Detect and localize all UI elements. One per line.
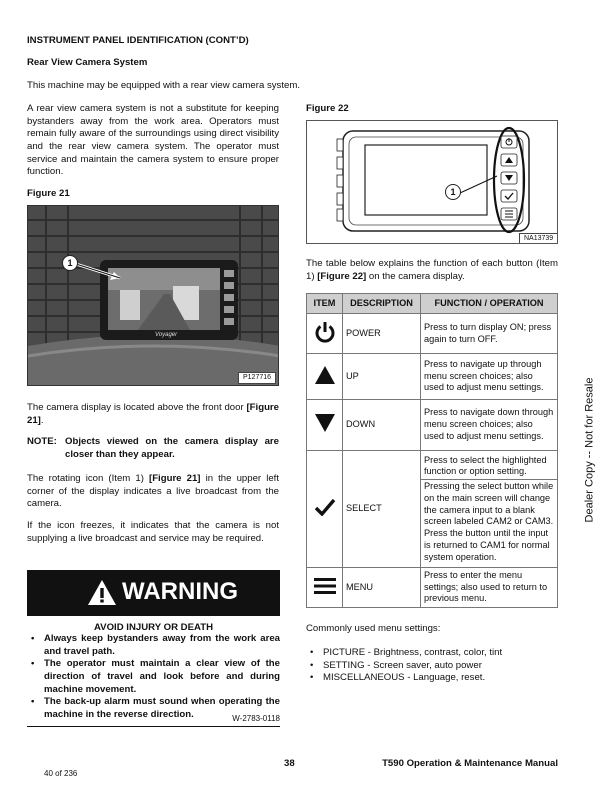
description-cell: SELECT <box>343 451 421 568</box>
table-row <box>307 354 558 400</box>
header-description: DESCRIPTION <box>343 294 421 314</box>
warning-rule <box>27 726 280 727</box>
warning-title: WARNING <box>122 578 238 605</box>
function-cell: Press to turn display ON; press again to turn OFF. <box>421 314 558 354</box>
warning-bullet: • The back-up alarm must sound when operating the machine in the reverse direction. <box>27 696 280 721</box>
figure-21-tag: P127716 <box>238 372 276 384</box>
description-cell: DOWN <box>343 400 421 451</box>
figure-22-callout: 1 <box>445 184 461 200</box>
camera-display-drawing <box>307 121 558 244</box>
table-row <box>307 400 558 451</box>
page-number: 38 <box>284 758 295 769</box>
menu-settings-title: Commonly used menu settings: <box>306 623 441 634</box>
warning-triangle-icon <box>87 579 117 606</box>
table-intro-paragraph <box>306 258 558 283</box>
table-row <box>307 314 558 354</box>
figure-22-image <box>306 120 558 244</box>
function-cell: Press to navigate up through menu screen choices; also used to adjust menu settings. <box>421 354 558 400</box>
location-text: The camera display is located above the front door <box>27 402 247 413</box>
rotating-text: The rotating icon (Item 1) <box>27 473 149 484</box>
figure-22-tag: NA13739 <box>519 233 558 244</box>
rotating-figure-ref: [Figure 21] <box>149 473 201 484</box>
up-arrow-icon <box>307 354 343 400</box>
down-arrow-icon <box>307 400 343 451</box>
warning-banner <box>27 570 280 616</box>
power-icon <box>307 314 343 354</box>
table-row <box>307 568 558 608</box>
figure-21-label: Figure 21 <box>27 188 70 199</box>
table-row <box>307 451 558 568</box>
header-item: ITEM <box>307 294 343 314</box>
header-function: FUNCTION / OPERATION <box>421 294 558 314</box>
function-cell <box>421 451 558 568</box>
location-paragraph <box>27 402 279 427</box>
checkmark-icon <box>307 451 343 568</box>
page-of-count: 40 of 236 <box>44 769 78 778</box>
menu-settings-list <box>306 647 558 685</box>
warning-bullet: • The operator must maintain a clear view of the direction of travel and look before and during machine movement. <box>27 658 280 696</box>
table-intro-figure-ref: [Figure 22] <box>317 270 367 282</box>
dealer-copy-sidebar: Dealer Copy -- Not for Resale <box>583 377 596 523</box>
note-text: Objects viewed on the camera display are closer than they appear. <box>65 436 279 460</box>
substitute-paragraph: A rear view camera system is not a substitute for keeping bystanders away from the work area. Operators must remain fully aware of the surroundings using direct visibility and the rear view camera system. The operator must service and maintain the camera system to ensure proper function. <box>27 103 279 178</box>
figure-21-callout: 1 <box>62 255 78 271</box>
description-cell: MENU <box>343 568 421 608</box>
description-cell: POWER <box>343 314 421 354</box>
figure-21-image <box>27 205 279 386</box>
warning-bullet: • Always keep bystanders away from the work area and travel path. <box>27 633 280 658</box>
function-text: Press to select the highlighted function or option setting. <box>421 454 557 481</box>
table-intro-text-end: on the camera display. <box>366 270 465 282</box>
location-figure-ref: [Figure 21] <box>27 402 279 426</box>
menu-setting-item: • PICTURE - Brightness, contrast, color, tint <box>306 647 558 660</box>
rotating-text-end: in the upper left corner of the display indicates a live broadcast from the camera. <box>27 473 280 510</box>
manual-title: T590 Operation & Maintenance Manual <box>382 758 558 769</box>
voyager-brand: Voyager <box>155 332 178 338</box>
intro-paragraph: This machine may be equipped with a rear view camera system. <box>27 80 301 91</box>
subsection-title: Rear View Camera System <box>27 57 148 68</box>
menu-icon <box>307 568 343 608</box>
function-cell: Press to enter the menu settings; also used to return to previous menu. <box>421 568 558 608</box>
location-text-end: . <box>40 414 44 426</box>
function-cell: Press to navigate down through menu screen choices; also used to adjust menu settings. <box>421 400 558 451</box>
function-text: Pressing the select button while on the main screen will change the camera input to a blank screen labeled CAM2 or CAM3. Press the button until the input is returned to CAM1 for normal system operation. <box>424 481 554 562</box>
figure-22-label: Figure 22 <box>306 103 349 114</box>
warning-code: W-2783-0118 <box>232 714 280 723</box>
button-function-table <box>306 293 558 608</box>
table-intro-text: The table below explains the function of each button (Item 1) <box>306 258 558 282</box>
freeze-paragraph: If the icon freezes, it indicates that the camera is not supplying a live broadcast and service may be required. <box>27 520 279 544</box>
menu-setting-item: • SETTING - Screen saver, auto power <box>306 660 558 673</box>
section-title: INSTRUMENT PANEL IDENTIFICATION (CONT’D) <box>27 35 249 46</box>
rotating-icon-paragraph <box>27 473 279 511</box>
table-header-row <box>307 294 558 314</box>
note-label: NOTE: <box>27 436 57 447</box>
warning-heading: AVOID INJURY OR DEATH <box>93 622 214 633</box>
description-cell: UP <box>343 354 421 400</box>
menu-setting-item: • MISCELLANEOUS - Language, reset. <box>306 672 558 685</box>
warning-list <box>27 633 280 722</box>
camera-display-photo <box>28 206 279 386</box>
